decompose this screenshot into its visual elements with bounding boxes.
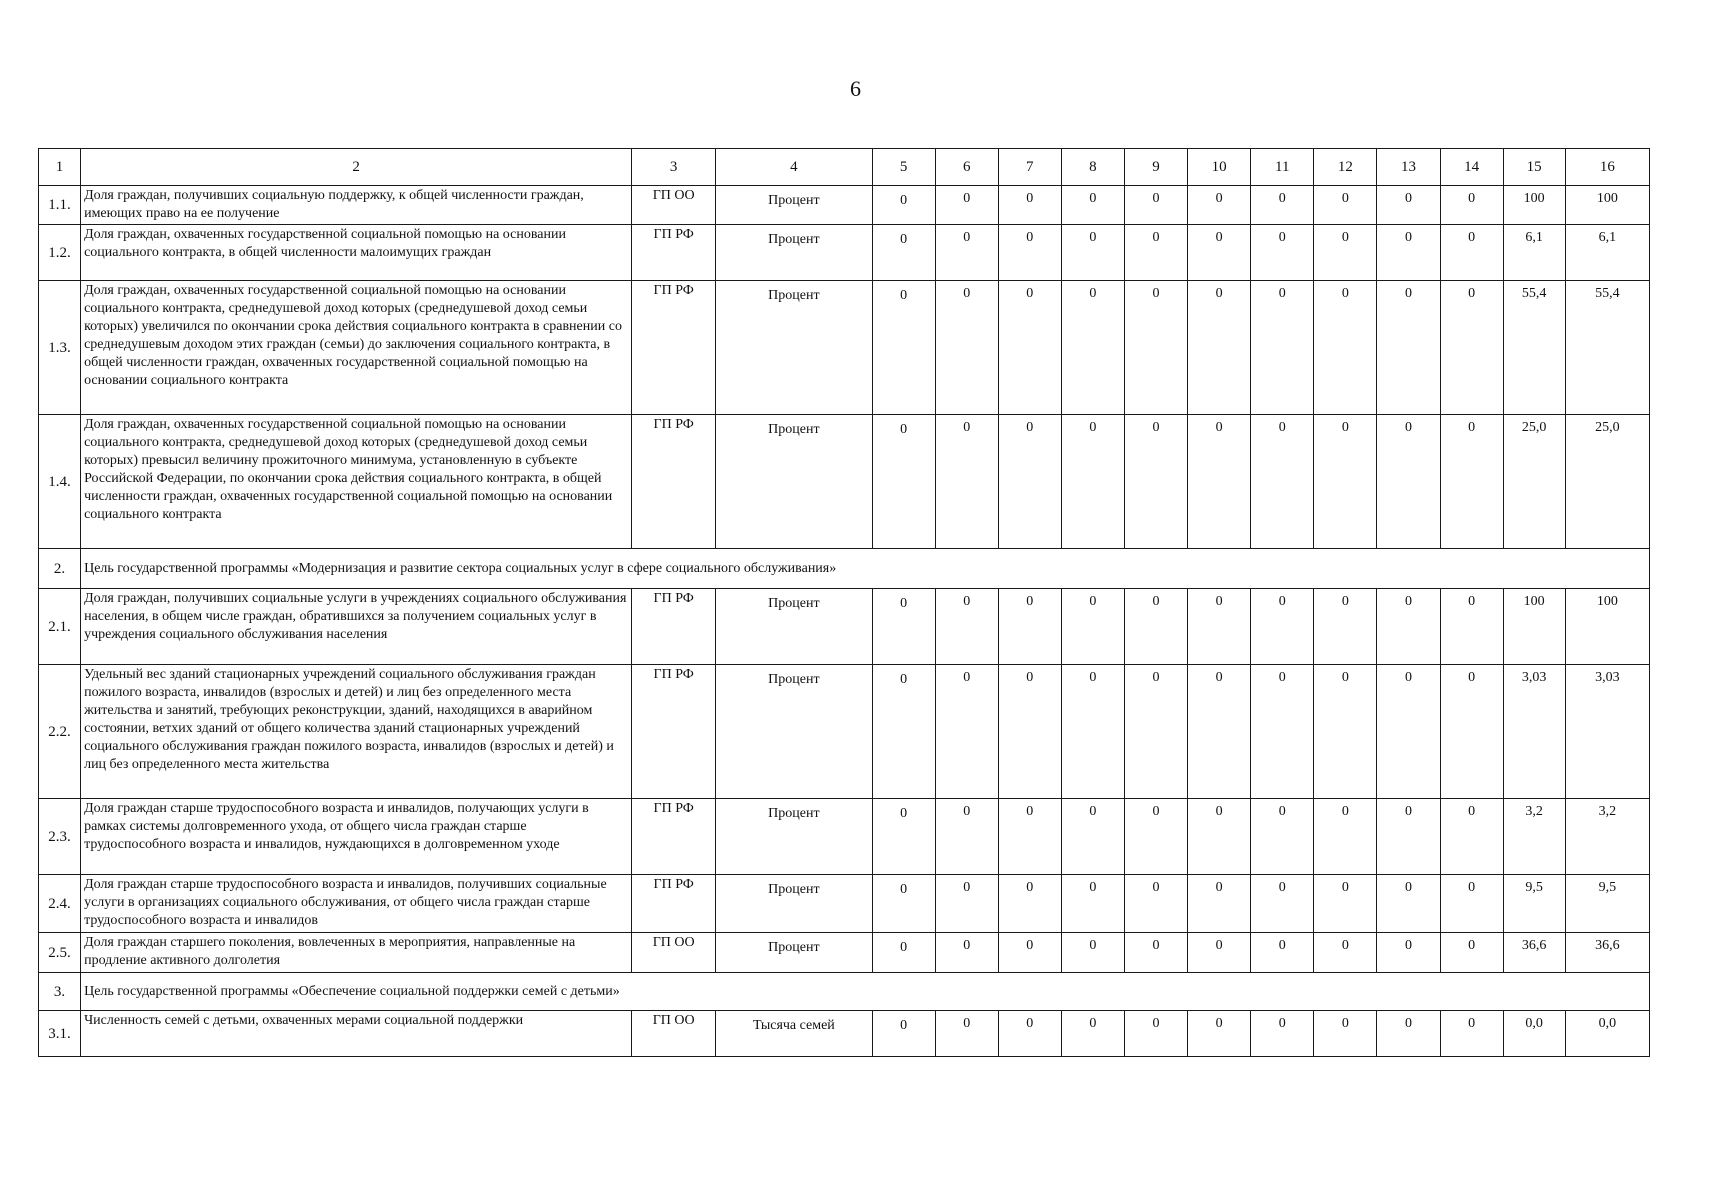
indicator-value: 0 bbox=[1061, 589, 1124, 665]
table-row bbox=[39, 799, 1650, 875]
indicator-value: 0 bbox=[935, 415, 998, 549]
indicator-value: 36,6 bbox=[1565, 933, 1649, 973]
indicator-unit: Процент bbox=[716, 933, 872, 973]
row-number: 3. bbox=[39, 973, 81, 1011]
indicator-value: 100 bbox=[1503, 186, 1565, 225]
indicator-value: 0 bbox=[872, 281, 935, 415]
indicators-table bbox=[38, 148, 1650, 1057]
indicator-name: Доля граждан, охваченных государственной социальной помощью на основании социального контракта, среднедушевой доход которых (среднедушевой доход семьи которых) увеличился по окончании срока действия социального контракта в сравнении со среднедушевым доходом этих граждан (семьи) до заключения социального контракта, в общей численности граждан, охваченных государственной социальной помощью на основании социального контракта bbox=[81, 281, 632, 415]
indicator-value: 25,0 bbox=[1503, 415, 1565, 549]
indicator-value: 0 bbox=[935, 589, 998, 665]
indicator-value: 0 bbox=[1251, 225, 1314, 281]
row-number: 2.4. bbox=[39, 875, 81, 933]
indicator-value: 0 bbox=[998, 225, 1061, 281]
indicator-value: 0 bbox=[1124, 875, 1187, 933]
indicator-value: 0 bbox=[1314, 589, 1377, 665]
indicator-value: 0 bbox=[1061, 281, 1124, 415]
indicator-value: 0 bbox=[1188, 1011, 1251, 1057]
column-header: 15 bbox=[1503, 149, 1565, 186]
indicator-value: 0 bbox=[998, 589, 1061, 665]
indicator-value: 0 bbox=[935, 665, 998, 799]
indicator-value: 0 bbox=[1124, 799, 1187, 875]
indicator-value: 0 bbox=[1377, 799, 1440, 875]
indicator-value: 0 bbox=[1251, 875, 1314, 933]
indicator-value: 0 bbox=[1188, 281, 1251, 415]
indicator-value: 0 bbox=[1124, 589, 1187, 665]
column-header: 10 bbox=[1188, 149, 1251, 186]
indicator-value: 0 bbox=[1314, 281, 1377, 415]
indicator-value: 0 bbox=[1314, 225, 1377, 281]
indicator-value: 0 bbox=[998, 875, 1061, 933]
column-header: 3 bbox=[632, 149, 716, 186]
indicator-unit: Тысяча семей bbox=[716, 1011, 872, 1057]
indicator-value: 0 bbox=[1440, 415, 1503, 549]
indicator-value: 0 bbox=[1377, 933, 1440, 973]
indicator-value: 0 bbox=[1251, 799, 1314, 875]
indicator-value: 0 bbox=[1251, 933, 1314, 973]
indicator-value: 0 bbox=[1251, 1011, 1314, 1057]
row-number: 1.2. bbox=[39, 225, 81, 281]
indicator-value: 36,6 bbox=[1503, 933, 1565, 973]
indicator-value: 0 bbox=[1377, 415, 1440, 549]
indicator-value: 0 bbox=[998, 933, 1061, 973]
indicator-value: 0 bbox=[1440, 589, 1503, 665]
indicator-value: 0 bbox=[1314, 1011, 1377, 1057]
indicator-value: 0 bbox=[1188, 589, 1251, 665]
table-row bbox=[39, 665, 1650, 799]
indicator-value: 3,2 bbox=[1503, 799, 1565, 875]
indicator-value: 0 bbox=[1251, 589, 1314, 665]
indicator-value: 0 bbox=[1314, 186, 1377, 225]
indicator-value: 0 bbox=[872, 589, 935, 665]
indicator-value: 6,1 bbox=[1565, 225, 1649, 281]
indicator-value: 0 bbox=[1061, 225, 1124, 281]
indicator-value: 3,03 bbox=[1503, 665, 1565, 799]
indicator-value: 0 bbox=[1251, 665, 1314, 799]
column-header: 4 bbox=[716, 149, 872, 186]
indicator-value: 0 bbox=[1124, 186, 1187, 225]
indicator-value: 3,03 bbox=[1565, 665, 1649, 799]
indicator-value: 0 bbox=[1377, 225, 1440, 281]
indicator-value: 0 bbox=[935, 225, 998, 281]
indicator-value: 0 bbox=[1377, 186, 1440, 225]
row-number: 1.3. bbox=[39, 281, 81, 415]
row-number: 2.2. bbox=[39, 665, 81, 799]
indicator-value: 25,0 bbox=[1565, 415, 1649, 549]
indicator-unit: Процент bbox=[716, 589, 872, 665]
column-header: 8 bbox=[1061, 149, 1124, 186]
column-header: 7 bbox=[998, 149, 1061, 186]
row-number: 2.1. bbox=[39, 589, 81, 665]
indicator-source: ГП ОО bbox=[632, 186, 716, 225]
indicator-value: 0 bbox=[1124, 1011, 1187, 1057]
indicator-value: 0 bbox=[872, 799, 935, 875]
indicator-value: 0 bbox=[1314, 875, 1377, 933]
indicator-value: 0 bbox=[872, 875, 935, 933]
header-row bbox=[39, 149, 1650, 186]
column-header: 2 bbox=[81, 149, 632, 186]
indicator-value: 0 bbox=[1377, 665, 1440, 799]
row-number: 3.1. bbox=[39, 1011, 81, 1057]
indicator-value: 0 bbox=[935, 799, 998, 875]
indicator-value: 0 bbox=[1440, 225, 1503, 281]
indicator-value: 0 bbox=[1188, 665, 1251, 799]
indicator-value: 0 bbox=[1440, 186, 1503, 225]
indicator-value: 0 bbox=[1377, 875, 1440, 933]
indicator-value: 0 bbox=[1124, 281, 1187, 415]
indicator-source: ГП РФ bbox=[632, 225, 716, 281]
indicator-value: 0 bbox=[872, 665, 935, 799]
column-header: 13 bbox=[1377, 149, 1440, 186]
indicator-value: 0 bbox=[1440, 875, 1503, 933]
indicator-name: Доля граждан, охваченных государственной социальной помощью на основании социального контракта, среднедушевой доход которых (среднедушевой доход семьи которых) превысил величину прожиточного минимума, установленную в субъекте Российской Федерации, по окончании срока действия социального контракта, в общей численности граждан, охваченных государственной социальной помощью на основании социального контракта bbox=[81, 415, 632, 549]
column-header: 14 bbox=[1440, 149, 1503, 186]
indicator-value: 0 bbox=[872, 225, 935, 281]
indicator-value: 0 bbox=[998, 1011, 1061, 1057]
indicator-value: 55,4 bbox=[1503, 281, 1565, 415]
goal-text: Цель государственной программы «Обеспечение социальной поддержки семей с детьми» bbox=[81, 973, 1650, 1011]
indicator-source: ГП ОО bbox=[632, 933, 716, 973]
indicator-value: 0 bbox=[1314, 933, 1377, 973]
indicator-value: 0 bbox=[1061, 665, 1124, 799]
indicator-value: 0 bbox=[1061, 186, 1124, 225]
indicator-unit: Процент bbox=[716, 665, 872, 799]
indicator-value: 0 bbox=[872, 186, 935, 225]
indicator-value: 0 bbox=[1061, 799, 1124, 875]
indicator-value: 0 bbox=[1314, 799, 1377, 875]
indicator-value: 3,2 bbox=[1565, 799, 1649, 875]
column-header: 5 bbox=[872, 149, 935, 186]
row-number: 2.3. bbox=[39, 799, 81, 875]
indicator-value: 0 bbox=[872, 1011, 935, 1057]
indicator-value: 0 bbox=[1188, 875, 1251, 933]
indicator-value: 0 bbox=[998, 415, 1061, 549]
indicator-value: 100 bbox=[1565, 186, 1649, 225]
indicator-name: Доля граждан старше трудоспособного возраста и инвалидов, получивших социальные услуги в организациях социального обслуживания, от общего числа граждан старше трудоспособного возраста и инвалидов bbox=[81, 875, 632, 933]
indicator-value: 0 bbox=[1061, 933, 1124, 973]
page-number: 6 bbox=[850, 76, 861, 101]
indicator-value: 0 bbox=[1440, 1011, 1503, 1057]
indicator-name: Доля граждан старшего поколения, вовлеченных в мероприятия, направленные на продление активного долголетия bbox=[81, 933, 632, 973]
indicator-value: 0 bbox=[1440, 799, 1503, 875]
indicator-name: Доля граждан, получивших социальные услуги в учреждениях социального обслуживания населения, в общем числе граждан, обратившихся за получением социальных услуг в учреждения социального обслуживания населения bbox=[81, 589, 632, 665]
indicator-value: 0 bbox=[1124, 225, 1187, 281]
indicator-value: 0 bbox=[1377, 1011, 1440, 1057]
table-row bbox=[39, 225, 1650, 281]
indicator-value: 0 bbox=[1061, 1011, 1124, 1057]
indicator-source: ГП РФ bbox=[632, 589, 716, 665]
indicator-value: 0 bbox=[1377, 281, 1440, 415]
indicator-value: 9,5 bbox=[1503, 875, 1565, 933]
indicator-value: 6,1 bbox=[1503, 225, 1565, 281]
indicator-value: 0 bbox=[998, 186, 1061, 225]
column-header: 11 bbox=[1251, 149, 1314, 186]
row-number: 2.5. bbox=[39, 933, 81, 973]
indicator-unit: Процент bbox=[716, 415, 872, 549]
table-row bbox=[39, 186, 1650, 225]
indicator-value: 0 bbox=[1440, 665, 1503, 799]
indicator-value: 0 bbox=[998, 281, 1061, 415]
indicator-value: 0 bbox=[935, 1011, 998, 1057]
goal-text: Цель государственной программы «Модернизация и развитие сектора социальных услуг в сфере социального обслуживания» bbox=[81, 549, 1650, 589]
indicator-value: 0 bbox=[935, 281, 998, 415]
indicator-value: 0 bbox=[1188, 186, 1251, 225]
indicator-value: 0 bbox=[1188, 415, 1251, 549]
indicator-value: 0 bbox=[1314, 665, 1377, 799]
indicator-unit: Процент bbox=[716, 281, 872, 415]
indicator-value: 0 bbox=[1061, 415, 1124, 549]
column-header: 1 bbox=[39, 149, 81, 186]
row-number: 1.4. bbox=[39, 415, 81, 549]
indicator-value: 0 bbox=[998, 665, 1061, 799]
indicator-unit: Процент bbox=[716, 875, 872, 933]
indicator-unit: Процент bbox=[716, 799, 872, 875]
indicator-value: 0 bbox=[935, 875, 998, 933]
indicator-value: 0,0 bbox=[1503, 1011, 1565, 1057]
indicator-value: 0 bbox=[1377, 589, 1440, 665]
row-number: 2. bbox=[39, 549, 81, 589]
indicator-name: Численность семей с детьми, охваченных мерами социальной поддержки bbox=[81, 1011, 632, 1057]
row-number: 1.1. bbox=[39, 186, 81, 225]
column-header: 12 bbox=[1314, 149, 1377, 186]
indicator-source: ГП РФ bbox=[632, 799, 716, 875]
indicator-value: 0 bbox=[935, 186, 998, 225]
indicator-value: 0 bbox=[1061, 875, 1124, 933]
indicator-source: ГП РФ bbox=[632, 875, 716, 933]
indicator-value: 0 bbox=[1188, 225, 1251, 281]
indicator-value: 9,5 bbox=[1565, 875, 1649, 933]
indicator-value: 0 bbox=[1440, 281, 1503, 415]
table-row bbox=[39, 415, 1650, 549]
indicator-value: 0 bbox=[872, 415, 935, 549]
indicator-value: 0 bbox=[1251, 186, 1314, 225]
table-row bbox=[39, 1011, 1650, 1057]
indicator-value: 0 bbox=[1251, 281, 1314, 415]
indicator-unit: Процент bbox=[716, 186, 872, 225]
goal-row bbox=[39, 549, 1650, 589]
table-row bbox=[39, 933, 1650, 973]
indicator-name: Доля граждан, охваченных государственной социальной помощью на основании социального контракта, в общей численности малоимущих граждан bbox=[81, 225, 632, 281]
indicator-value: 100 bbox=[1503, 589, 1565, 665]
indicator-source: ГП РФ bbox=[632, 281, 716, 415]
column-header: 6 bbox=[935, 149, 998, 186]
table-row bbox=[39, 875, 1650, 933]
indicator-value: 100 bbox=[1565, 589, 1649, 665]
indicator-value: 0 bbox=[935, 933, 998, 973]
indicator-value: 0 bbox=[1314, 415, 1377, 549]
table-row bbox=[39, 281, 1650, 415]
indicator-value: 0 bbox=[1124, 665, 1187, 799]
indicator-unit: Процент bbox=[716, 225, 872, 281]
indicator-source: ГП РФ bbox=[632, 415, 716, 549]
indicator-value: 55,4 bbox=[1565, 281, 1649, 415]
goal-row bbox=[39, 973, 1650, 1011]
indicator-value: 0 bbox=[1188, 933, 1251, 973]
column-header: 9 bbox=[1124, 149, 1187, 186]
indicator-value: 0 bbox=[1124, 415, 1187, 549]
indicator-value: 0 bbox=[1124, 933, 1187, 973]
indicator-value: 0 bbox=[872, 933, 935, 973]
table-row bbox=[39, 589, 1650, 665]
indicator-source: ГП ОО bbox=[632, 1011, 716, 1057]
indicator-source: ГП РФ bbox=[632, 665, 716, 799]
indicator-value: 0,0 bbox=[1565, 1011, 1649, 1057]
indicator-value: 0 bbox=[1251, 415, 1314, 549]
indicator-value: 0 bbox=[998, 799, 1061, 875]
indicator-name: Удельный вес зданий стационарных учреждений социального обслуживания граждан пожилого возраста, инвалидов (взрослых и детей) и лиц без определенного места жительства и занятий, требующих реконструкции, зданий, находящихся в аварийном состоянии, ветхих зданий от общего количества зданий стационарных учреждений социального обслуживания граждан пожилого возраста, инвалидов (взрослых и детей) и лиц без определенного места жительства bbox=[81, 665, 632, 799]
indicator-value: 0 bbox=[1188, 799, 1251, 875]
indicator-name: Доля граждан, получивших социальную поддержку, к общей численности граждан, имеющих право на ее получение bbox=[81, 186, 632, 225]
column-header: 16 bbox=[1565, 149, 1649, 186]
indicator-value: 0 bbox=[1440, 933, 1503, 973]
indicator-name: Доля граждан старше трудоспособного возраста и инвалидов, получающих услуги в рамках системы долговременного ухода, от общего числа граждан старше трудоспособного возраста и инвалидов, нуждающихся в долговременном уходе bbox=[81, 799, 632, 875]
